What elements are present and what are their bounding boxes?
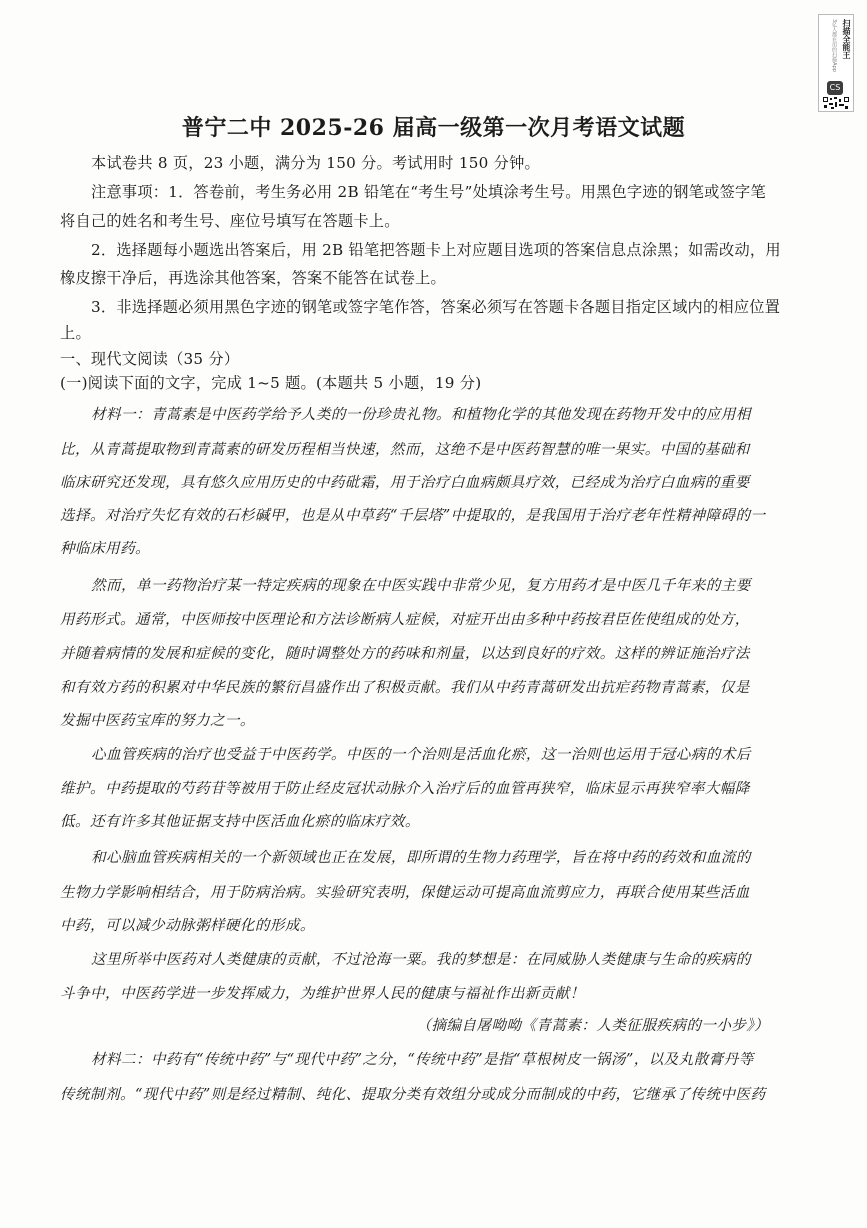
scanner-brand: 扫描全能王 xyxy=(842,19,851,59)
subsection-heading: (一)阅读下面的文字，完成 1~5 题。(本题共 5 小题，19 分) xyxy=(60,374,482,392)
passage-line: 这里所举中医药对人类健康的贡献，不过沧海一粟。我的梦想是：在同威胁人类健康与生命的疾病的 xyxy=(91,951,751,968)
passage-line: 维护。中药提取的芍药苷等被用于防止经皮冠状动脉介入治疗后的血管再狭窄，临床显示再狭窄率大幅降 xyxy=(60,780,750,797)
notice-item-3-cont: 上。 xyxy=(60,324,91,342)
passage-line: 比，从青蒿提取物到青蒿素的研发历程相当快速，然而，这绝不是中医药智慧的唯一果实。中国的基础和 xyxy=(60,441,750,458)
source-citation: （摘编自屠呦呦《青蒿素：人类征服疾病的一小步》） xyxy=(416,1017,769,1034)
passage-line: 和心脑血管疾病相关的一个新领域也正在发展，即所谓的生物力药理学，旨在将中药的药效和血流的 xyxy=(91,849,751,866)
exam-info: 本试卷共 8 页，23 小题，满分为 150 分。考试用时 150 分钟。 xyxy=(91,154,540,172)
scanner-logo-icon: CS xyxy=(827,81,843,95)
passage-line: 低。还有许多其他证据支持中医活血化瘀的临床疗效。 xyxy=(60,813,420,830)
passage-line: 生物力学影响相结合，用于防病治病。实验研究表明，保健运动可提高血流剪应力，再联合使用某些活血 xyxy=(60,884,750,901)
passage-line: 材料一：青蒿素是中医药学给予人类的一份珍贵礼物。和植物化学的其他发现在药物开发中的应用相 xyxy=(91,406,751,423)
notice-item-3: 3．非选择题必须用黑色字迹的钢笔或签字笔作答，答案必须写在答题卡各题目指定区域内的相应位置 xyxy=(91,298,781,316)
section-heading: 一、现代文阅读（35 分） xyxy=(60,350,240,368)
passage-line: 和有效方药的积累对中华民族的繁衍昌盛作出了积极贡献。我们从中药青蒿研发出抗疟药物青蒿素，仅是 xyxy=(60,679,750,696)
scanner-watermark xyxy=(818,14,854,112)
notice-item-1: 注意事项：1．答卷前，考生务必用 2B 铅笔在“考生号”处填涂考生号。用黑色字迹的钢笔或签字笔 xyxy=(91,183,766,201)
scanner-tagline: 3亿人都在用的扫描App xyxy=(831,19,837,72)
passage-line: 用药形式。通常，中医师按中医理论和方法诊断病人症候，对症开出由多种中药按君臣佐使组成的处方， xyxy=(60,611,750,628)
passage-line: 斗争中，中医药学进一步发挥威力，为维护世界人民的健康与福祉作出新贡献！ xyxy=(60,985,585,1002)
passage-line: 传统制剂。“现代中药”则是经过精制、纯化、提取分类有效组分或成分而制成的中药，它继承了传统中医药 xyxy=(60,1086,766,1103)
passage-line: 并随着病情的发展和症候的变化，随时调整处方的药味和剂量，以达到良好的疗效。这样的辨证施治疗法 xyxy=(60,645,750,662)
passage-line: 发掘中医药宝库的努力之一。 xyxy=(60,712,255,729)
notice-item-2: 2．选择题每小题选出答案后，用 2B 铅笔把答题卡上对应题目选项的答案信息点涂黑；如需改动，用 xyxy=(91,241,781,259)
qr-code-icon xyxy=(823,97,849,109)
notice-item-2-cont: 橡皮擦干净后，再选涂其他答案，答案不能答在试卷上。 xyxy=(60,269,446,287)
passage-line: 心血管疾病的治疗也受益于中医药学。中医的一个治则是活血化瘀，这一治则也运用于冠心病的术后 xyxy=(91,746,751,763)
passage-line: 种临床用药。 xyxy=(60,540,150,557)
passage-line: 选择。对治疗失忆有效的石杉碱甲，也是从中草药“千层塔”中提取的，是我国用于治疗老年性精神障碍的一 xyxy=(60,507,766,524)
passage-line: 然而，单一药物治疗某一特定疾病的现象在中医实践中非常少见，复方用药才是中医几千年来的主要 xyxy=(91,577,751,594)
passage-line: 中药，可以减少动脉粥样硬化的形成。 xyxy=(60,917,315,934)
passage-line: 临床研究还发现，具有悠久应用历史的中药砒霜，用于治疗白血病颇具疗效，已经成为治疗白血病的重要 xyxy=(60,474,750,491)
passage-line: 材料二：中药有“传统中药”与“现代中药”之分，“传统中药”是指“草根树皮一锅汤”，以及丸散膏丹等 xyxy=(91,1051,754,1068)
notice-item-1-cont: 将自己的姓名和考生号、座位号填写在答题卡上。 xyxy=(60,212,400,230)
exam-title: 普宁二中 2025-26 届高一级第一次月考语文试题 xyxy=(181,115,686,141)
